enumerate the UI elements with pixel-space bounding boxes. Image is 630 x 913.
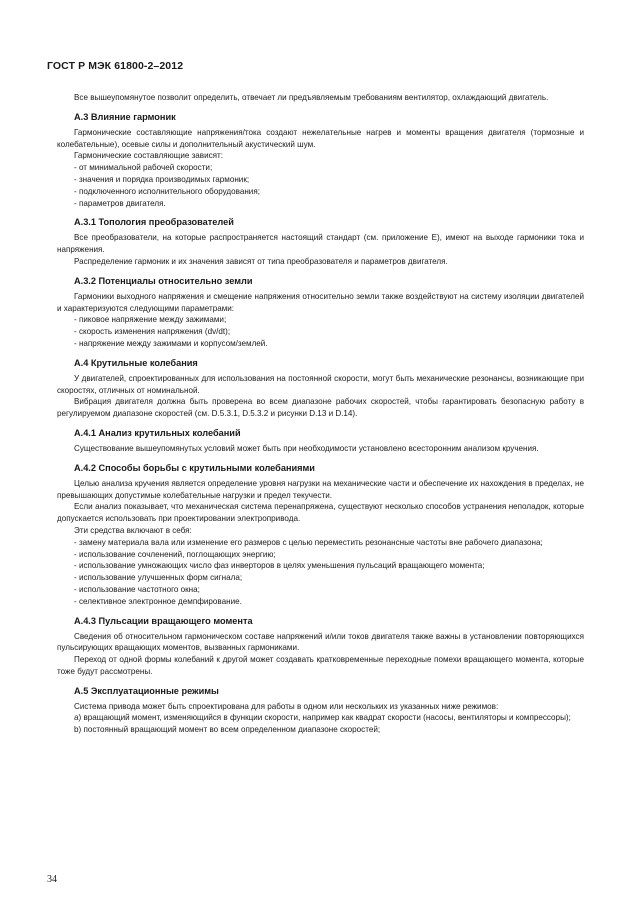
document-body — [57, 92, 584, 736]
paragraph: Целью анализа кручения является определение уровня нагрузки на механические части и обеспечение их нахождения в пределах, не превышающих допустимые колебательные нагрузки и предел текучести. — [57, 478, 584, 500]
section-heading: А.4.2 Способы борьбы с крутильными колебаниями — [74, 462, 315, 473]
list-item: - пиковое напряжение между зажимами; — [74, 315, 227, 325]
list-item: a) вращающий момент, изменяющийся в функции скорости, например как квадрат скорости (насосы, вентиляторы и компрессоры); — [74, 713, 571, 723]
list-item: - использование сочленений, поглощающих энергию; — [74, 549, 276, 559]
paragraph: Если анализ показывает, что механическая система перенапряжена, существуют несколько способов устранения неполадок, которые допускается использовать при проектировании электропривода. — [57, 502, 584, 524]
paragraph: Существование вышеупомянутых условий может быть при необходимости установлено всесторонним анализом кручения. — [74, 443, 539, 453]
section-heading: А.3.1 Топология преобразователей — [74, 217, 234, 228]
paragraph: Распределение гармоник и их значения зависят от типа преобразователя и параметров двигателя. — [74, 256, 448, 266]
list-item: b) постоянный вращающий момент во всем определенном диапазоне скоростей; — [74, 725, 381, 735]
list-item: - селективное электронное демпфирование. — [74, 596, 242, 606]
paragraph: Переход от одной формы колебаний к другой может создавать кратковременные переходные помехи вращающего момента, которые тоже будут рассмотрены. — [57, 655, 584, 676]
list-item: - параметров двигателя. — [74, 198, 166, 208]
section-heading: А.4.1 Анализ крутильных колебаний — [74, 427, 241, 438]
paragraph: Сведения об относительном гармоническом составе напряжений и/или токов двигателя также важны в установлении повторяющихся пульсирующих вращающих моментов, вызванных гармониками. — [57, 631, 584, 653]
list-item: - напряжение между зажимами и корпусом/землей. — [74, 338, 268, 348]
section-heading: А.3.2 Потенциалы относительно земли — [74, 275, 253, 286]
paragraph: Все вышеупомянутое позволит определить, отвечает ли предъявляемым требованиям вентилятор, охлаждающий двигатель. — [74, 93, 549, 102]
list-item: - от минимальной рабочей скорости; — [74, 163, 213, 173]
document-header: ГОСТ Р МЭК 61800-2–2012 — [47, 60, 184, 72]
paragraph: Вибрация двигателя должна быть проверена во всем диапазоне рабочих скоростей, чтобы гарантировать безопасную работу в регулируемом диапазоне скоростей (см. D.5.3.1, D.5.3.2 и рисунки D.13 и D.14). — [57, 397, 584, 419]
section-heading: А.3 Влияние гармоник — [74, 111, 176, 122]
paragraph: Гармонические составляющие напряжения/тока создают нежелательные нагрев и моменты вращения двигателя (тормозные и колебательные), осевые силы и дополнительный акустический шум. — [57, 127, 584, 149]
paragraph: У двигателей, спроектированных для использования на постоянной скорости, могут быть механические резонансы, возникающие при скоростях, отличных от номинальной. — [57, 373, 584, 395]
list-item: - скорость изменения напряжения (dv/dt); — [74, 327, 231, 337]
list-item: - использование улучшенных форм сигнала; — [74, 573, 243, 583]
paragraph: Система привода может быть спроектирована для работы в одном или нескольких из указанных ниже режимов: — [74, 701, 499, 711]
paragraph: Все преобразователи, на которые распространяется настоящий стандарт (см. приложение Е), имеют на выходе гармоники тока и напряжения. — [57, 233, 584, 255]
list-item: - замену материала вала или изменение его размеров с целью переместить резонансные частоты вне рабочего диапазона; — [74, 537, 543, 547]
section-heading: А.4.3 Пульсации вращающего момента — [74, 615, 253, 626]
paragraph: Гармоники выходного напряжения и смещение напряжения относительно земли также воздействуют на систему изоляции двигателей и характеризуются следующими параметрами: — [57, 291, 584, 313]
section-heading: А.5 Эксплуатационные режимы — [74, 685, 219, 696]
section-heading: А.4 Крутильные колебания — [74, 357, 198, 368]
list-item: - значения и порядка производимых гармоник; — [74, 174, 250, 184]
paragraph: Эти средства включают в себя: — [74, 525, 192, 535]
paragraph: Гармонические составляющие зависят: — [74, 151, 224, 161]
list-item: - использование частотного окна; — [74, 584, 200, 594]
page-number: 34 — [47, 874, 57, 885]
list-item: - использование умножающих число фаз инверторов в целях уменьшения пульсаций вращающего момента; — [74, 561, 485, 571]
list-item: - подключенного исполнительного оборудования; — [74, 186, 260, 196]
